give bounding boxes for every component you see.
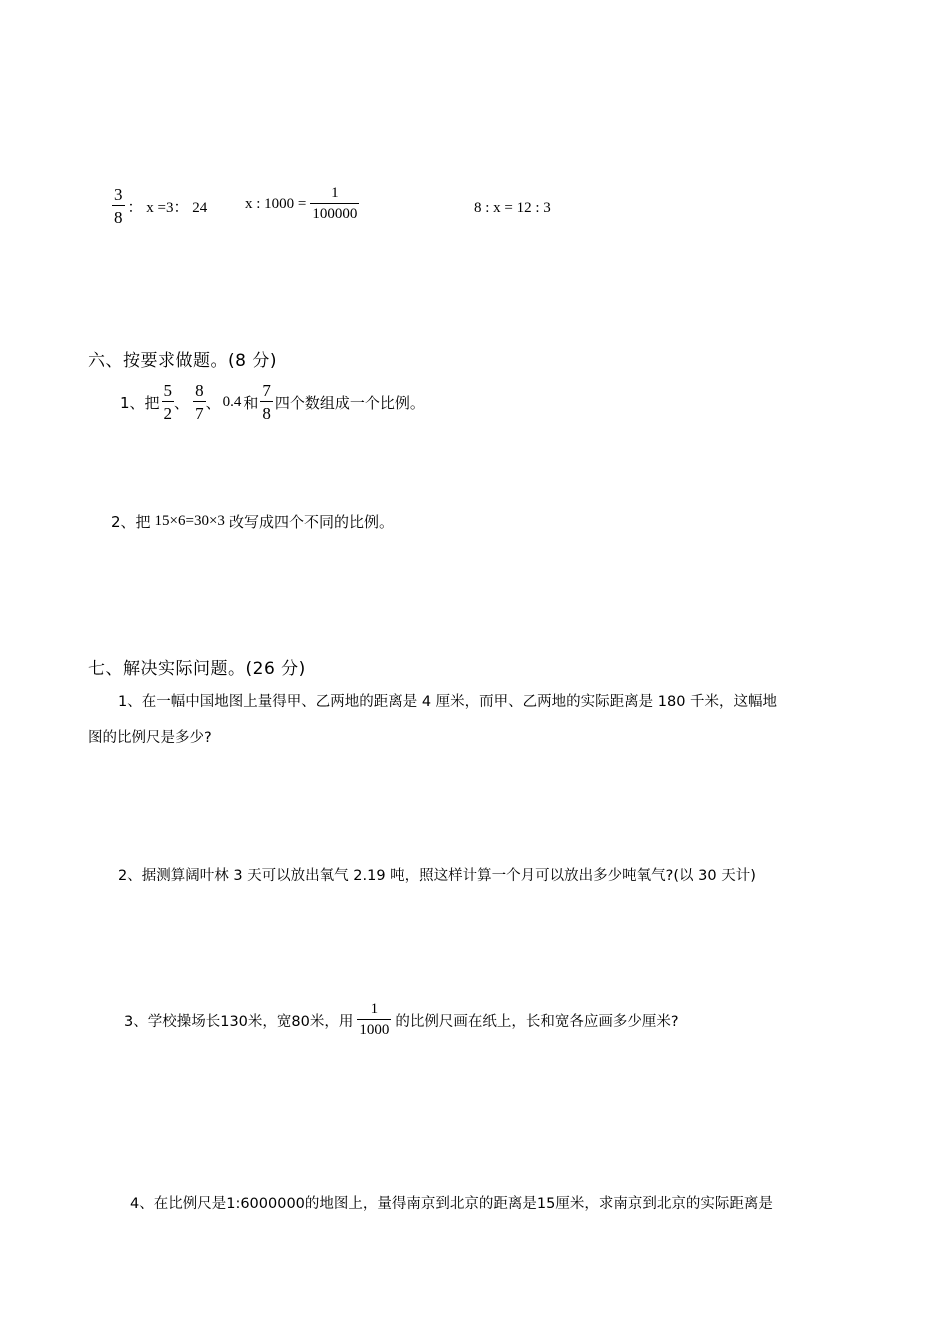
equation-2 (245, 186, 359, 222)
fraction-1-1000: $\frac{1}{1000}$ (359, 1001, 390, 1038)
section-7-title: 七、解决实际问题。(26 分) (88, 659, 306, 679)
equation-3: 8 : x = 12 : 3 (474, 200, 551, 216)
fraction-3-8: $\frac{3}{8}$ (114, 185, 123, 227)
equation-1 (112, 186, 207, 226)
fraction-8-7: $\frac{8}{7}$ (195, 381, 204, 423)
section-7-question-1-line-1: 1、在一幅中国地图上量得甲、乙两地的距离是 4 厘米，而甲、乙两地的实际距离是 180 千米，这幅地 (118, 694, 778, 710)
section-7-question-4: 4、在比例尺是1:6000000的地图上，量得南京到北京的距离是15厘米，求南京到北京的实际距离是 (130, 1196, 773, 1212)
equation-1-rest: ： x =3： 24 (127, 199, 208, 216)
equation-2-left: x : 1000 = (245, 195, 307, 212)
section-6-question-2: 2、把 15×6=30×3 改写成四个不同的比例。 (111, 513, 394, 531)
section-6-question-1: 1、把 $\frac{5}{2}$ 、 $\frac{8}{7}$ 、 0.4 和 $\frac{7}{8}$ 四个数组成一个比例。 (120, 381, 425, 423)
section-7-question-2: 2、据测算阔叶林 3 天可以放出氧气 2.19 吨，照这样计算一个月可以放出多少吨氧气?(以 30 天计) (118, 868, 756, 884)
fraction-1-100000: $\frac{1}{100000}$ (312, 185, 358, 222)
section-6-title: 六、按要求做题。(8 分) (88, 351, 277, 371)
fraction-5-2: $\frac{5}{2}$ (163, 381, 173, 423)
section-7-question-3: 3、学校操场长130米，宽80米，用 $\frac{1}{1000}$ 的比例尺画在纸上，长和宽各应画多少厘米? (124, 1001, 679, 1038)
section-7-question-1-line-2: 图的比例尺是多少? (88, 730, 212, 746)
fraction-7-8: $\frac{7}{8}$ (262, 381, 271, 423)
